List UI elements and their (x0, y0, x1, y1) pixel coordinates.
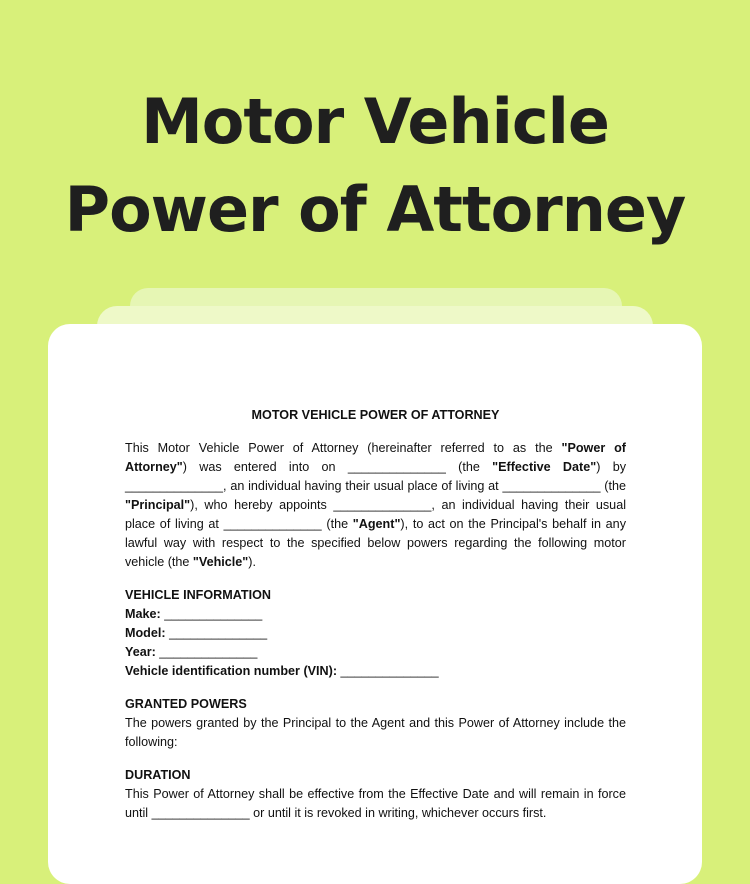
model-field (125, 624, 626, 643)
document-body (125, 406, 626, 823)
intro-text-4: ), who hereby appoints ______________, an individual having their usual place of living at ______________ (the (125, 498, 626, 531)
year-label: Year: (125, 645, 156, 659)
intro-text-1: This Motor Vehicle Power of Attorney (hereinafter referred to as the (125, 441, 562, 455)
duration-heading: DURATION (125, 768, 191, 782)
year-blank: ______________ (155, 645, 258, 659)
term-principal: "Principal" (125, 498, 191, 512)
term-vehicle: "Vehicle" (192, 555, 249, 569)
model-label: Model: (125, 626, 166, 640)
document-title: MOTOR VEHICLE POWER OF ATTORNEY (251, 408, 500, 422)
make-blank: ______________ (160, 607, 263, 621)
granted-powers-text: The powers granted by the Principal to the Agent and this Power of Attorney include the following: (125, 716, 626, 749)
vin-blank: ______________ (337, 664, 439, 678)
vehicle-info-heading: VEHICLE INFORMATION (125, 588, 271, 602)
document-card (48, 324, 702, 884)
vin-field (125, 662, 626, 681)
term-agent: "Agent" (352, 517, 401, 531)
intro-text-3: ) by ______________, an individual having their usual place of living at ______________ (the (125, 460, 626, 493)
make-field (125, 605, 626, 624)
hero-title-line-2: Power of Attorney (64, 173, 686, 246)
term-power-of-attorney: "Power of Attorney" (125, 441, 626, 474)
term-effective-date: "Effective Date" (492, 460, 597, 474)
year-field (125, 643, 626, 662)
make-label: Make: (125, 607, 161, 621)
intro-text-6: ). (248, 555, 256, 569)
granted-powers-heading: GRANTED POWERS (125, 697, 247, 711)
intro-text-5: ), to act on the Principal's behalf in any lawful way with respect to the specified below powers regarding the following motor vehicle (the (125, 517, 626, 569)
hero-title-line-1: Motor Vehicle (141, 85, 609, 158)
duration-text: This Power of Attorney shall be effective from the Effective Date and will remain in force until ______________ or until it is revoked in writing, whichever occurs first. (125, 787, 626, 820)
model-blank: ______________ (165, 626, 268, 640)
vin-label: Vehicle identification number (VIN): (125, 664, 338, 678)
intro-paragraph (125, 439, 626, 572)
hero-title (0, 78, 750, 254)
intro-text-2: ) was entered into on ______________ (the (182, 460, 493, 474)
